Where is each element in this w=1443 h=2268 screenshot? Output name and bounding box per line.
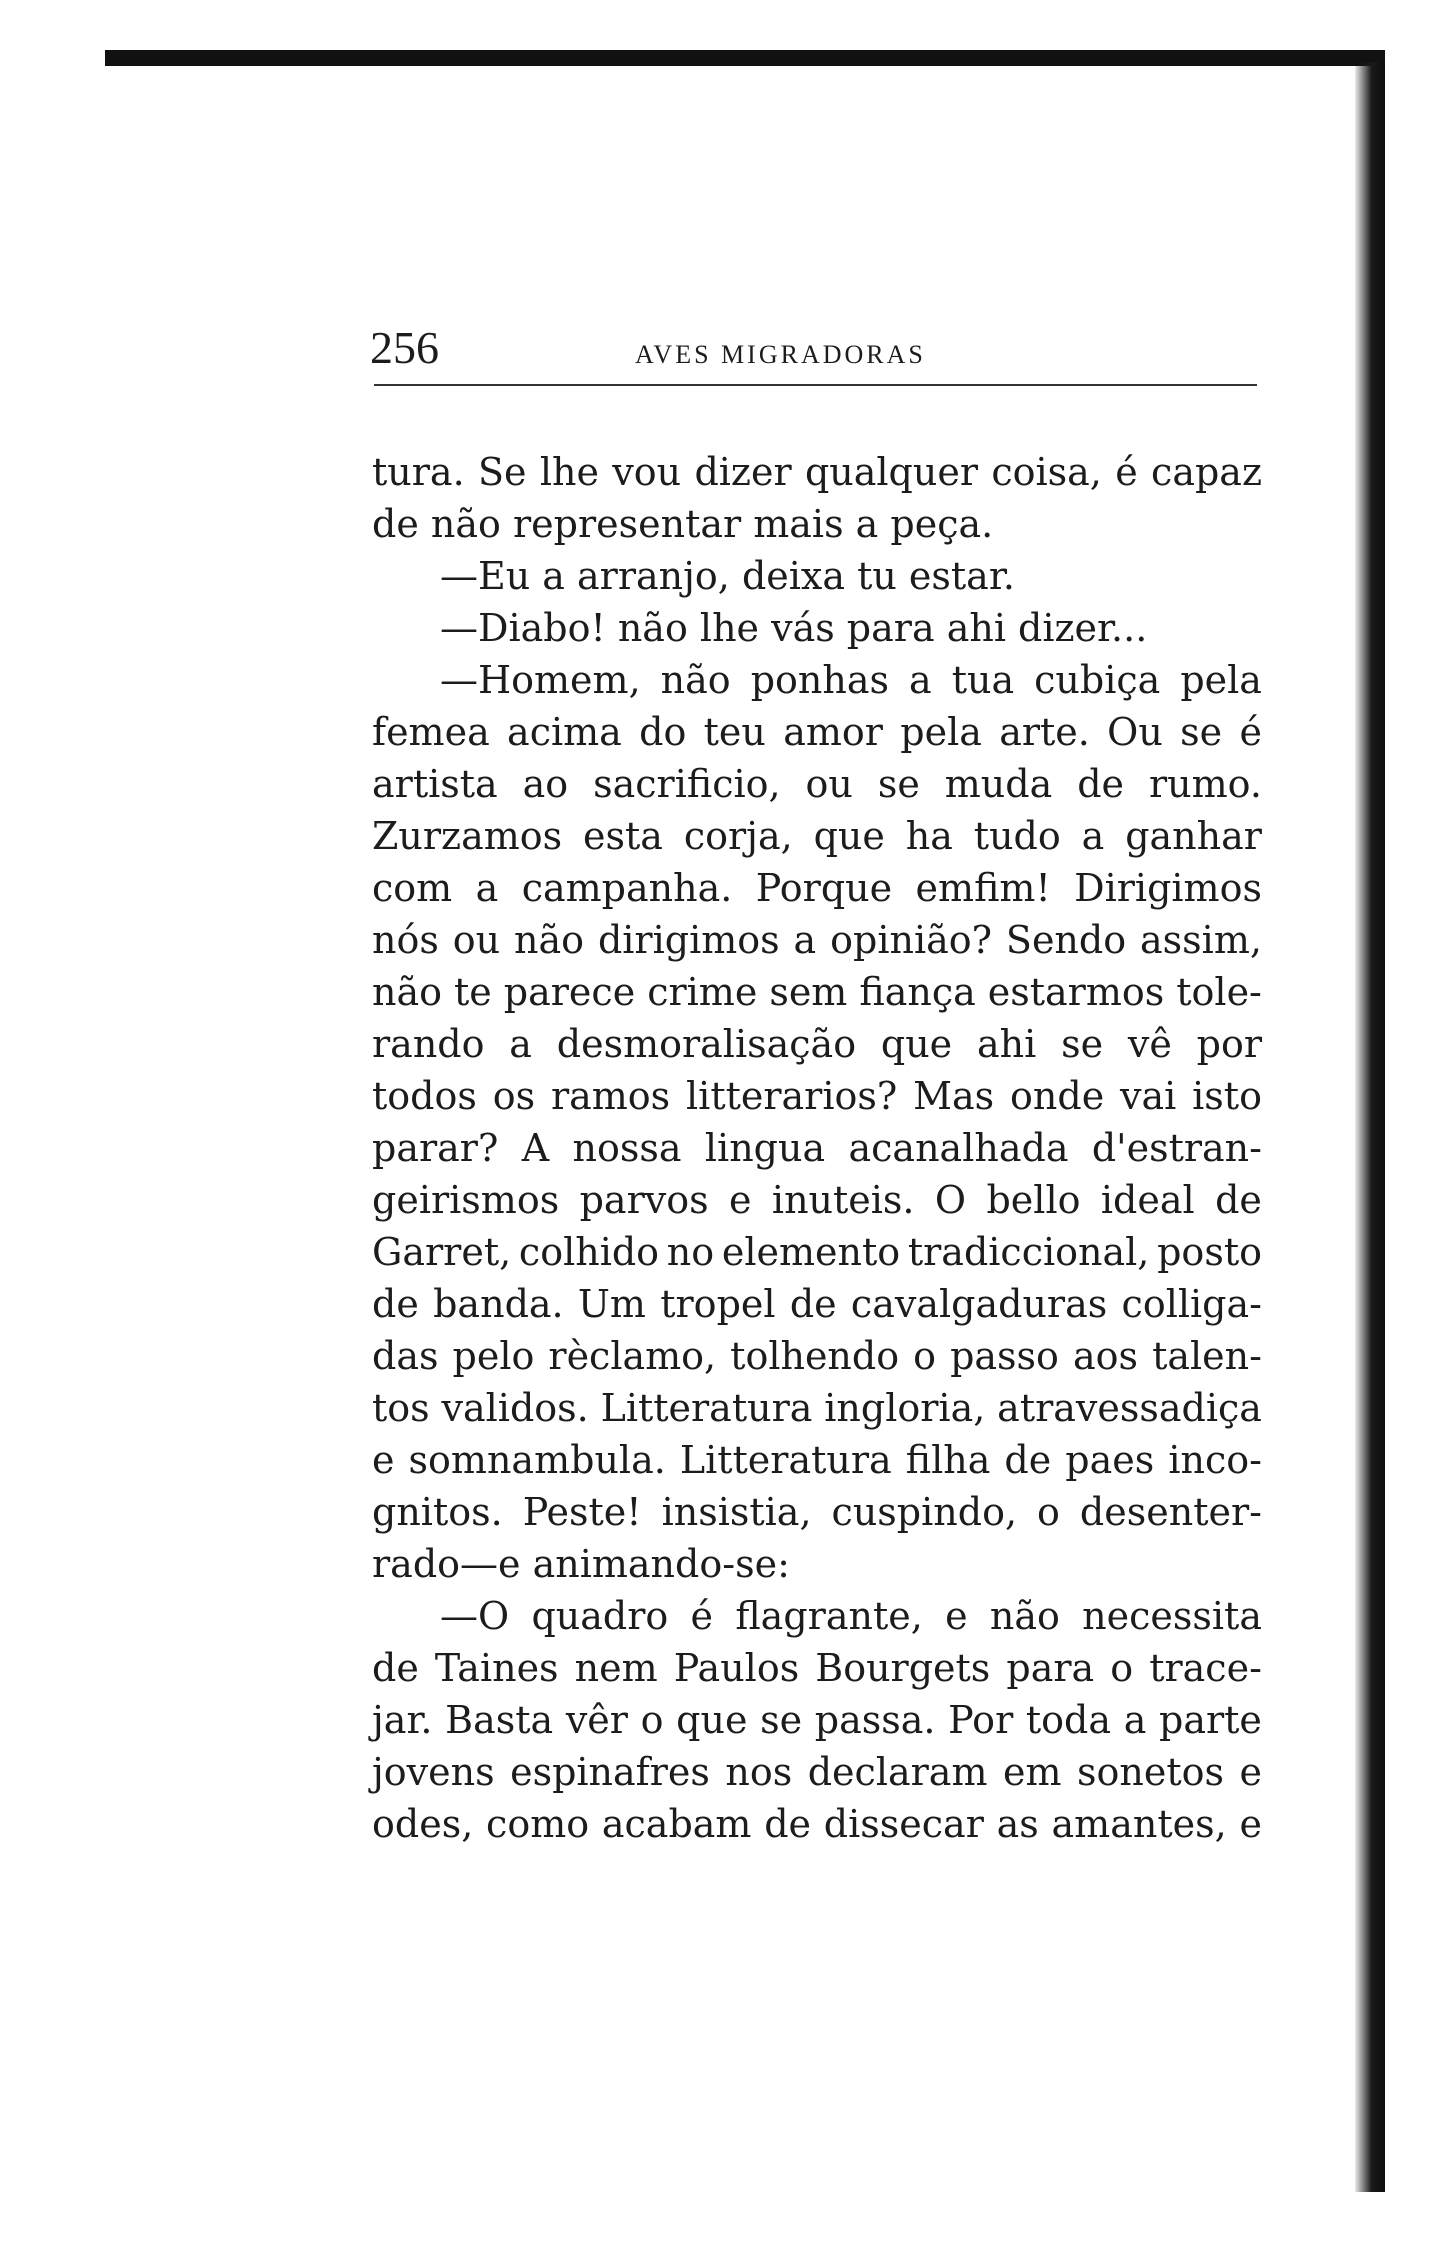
word: pela — [1180, 658, 1262, 702]
word: colliga- — [1121, 1282, 1262, 1326]
word: estarmos — [987, 970, 1165, 1014]
word: opinião? — [830, 918, 992, 962]
word: Mas — [913, 1074, 995, 1118]
word: de — [372, 1282, 419, 1326]
word: Zurzamos — [372, 814, 563, 858]
word: Bourgets — [815, 1646, 991, 1690]
word: muda — [944, 762, 1053, 806]
word: a — [475, 866, 499, 910]
word: de — [1077, 762, 1125, 806]
text-line — [372, 1174, 1262, 1226]
word: Paulos — [673, 1646, 800, 1690]
word: banda. — [433, 1282, 564, 1326]
word: sacrificio, — [593, 762, 781, 806]
text-line — [372, 1226, 1262, 1278]
word: e — [729, 1178, 752, 1222]
word: é — [1239, 710, 1262, 754]
word: paes — [1065, 1438, 1155, 1482]
text-line — [372, 706, 1262, 758]
text-line: rado—e animando-se: — [372, 1542, 790, 1586]
word: Litteratura — [679, 1438, 892, 1482]
word: inuteis. — [771, 1178, 915, 1222]
word: o — [1037, 1490, 1060, 1534]
word: emfim! — [915, 866, 1051, 910]
word: rando — [372, 1022, 485, 1066]
word: ao — [522, 762, 569, 806]
text-line — [372, 1590, 1262, 1642]
word: vai — [1120, 1074, 1177, 1118]
word: Por — [948, 1698, 1014, 1742]
word: rèclamo, — [548, 1334, 717, 1378]
word: nem — [574, 1646, 658, 1690]
word: teu — [703, 710, 766, 754]
word: crime — [647, 970, 758, 1014]
word: dissecar — [823, 1802, 984, 1846]
word: toda — [1025, 1698, 1112, 1742]
text-line — [372, 1018, 1262, 1070]
word: o — [640, 1698, 664, 1742]
word: esta — [583, 814, 663, 858]
word: desmoralisação — [556, 1022, 857, 1066]
word: validos. — [441, 1386, 589, 1430]
word: ganhar — [1125, 814, 1262, 858]
text-line — [372, 1070, 1262, 1122]
word: e — [1239, 1802, 1262, 1846]
word: tropel — [660, 1282, 776, 1326]
word: ramos — [550, 1074, 671, 1118]
word: d'estran- — [1091, 1126, 1262, 1170]
word: gnitos. — [372, 1490, 503, 1534]
text-line — [372, 1122, 1262, 1174]
word: somnambula. — [408, 1438, 666, 1482]
word: geirismos — [372, 1178, 560, 1222]
word: lhe — [539, 450, 599, 494]
word: nos — [725, 1750, 793, 1794]
word: tolhendo — [730, 1334, 900, 1378]
word: a — [509, 1022, 532, 1066]
word: de — [789, 1282, 837, 1326]
word: parvos — [579, 1178, 709, 1222]
word: amor — [783, 710, 883, 754]
word: litterarios? — [686, 1074, 898, 1118]
running-title: AVES MIGRADORAS — [635, 340, 926, 369]
word: talen- — [1152, 1334, 1262, 1378]
text-line — [372, 1694, 1262, 1746]
word: necessita — [1082, 1594, 1262, 1638]
word: A — [521, 1126, 550, 1170]
word: nossa — [572, 1126, 682, 1170]
word: Um — [577, 1282, 646, 1326]
word: no — [666, 1230, 715, 1274]
header-rule — [374, 384, 1257, 386]
text-line: —Eu a arranjo, deixa tu estar. — [440, 554, 1015, 598]
word: acabam — [601, 1802, 752, 1846]
word: que — [676, 1698, 748, 1742]
word: Ou — [1107, 710, 1163, 754]
page-number: 256 — [370, 322, 439, 373]
text-line: —Diabo! não lhe vás para ahi dizer... — [440, 606, 1148, 650]
word: sonetos — [1077, 1750, 1224, 1794]
word: não — [514, 918, 585, 962]
word: lingua — [704, 1126, 826, 1170]
word: jovens — [372, 1750, 495, 1794]
word: Dirigimos — [1074, 866, 1262, 910]
word: o — [1110, 1646, 1134, 1690]
word: Sendo — [1005, 918, 1127, 962]
text-line — [372, 1330, 1262, 1382]
page-header — [370, 322, 1260, 383]
word: capaz — [1151, 450, 1262, 494]
word: Se — [477, 450, 527, 494]
word: ahi — [976, 1022, 1037, 1066]
word: se — [877, 762, 920, 806]
word: de — [1215, 1178, 1262, 1222]
word: artista — [372, 762, 498, 806]
word: bello — [986, 1178, 1081, 1222]
word: se — [1061, 1022, 1104, 1066]
word: parte — [1159, 1698, 1262, 1742]
word: O — [934, 1178, 967, 1222]
word: rumo. — [1148, 762, 1262, 806]
page-top-border — [105, 50, 1385, 66]
text-line — [372, 1382, 1262, 1434]
word: amantes, — [1051, 1802, 1227, 1846]
text-line — [372, 758, 1262, 810]
word: ha — [905, 814, 953, 858]
word: assim, — [1140, 918, 1262, 962]
word: Garret, — [372, 1230, 512, 1274]
text-line — [372, 1434, 1262, 1486]
text-line — [372, 1278, 1262, 1330]
word: de — [764, 1802, 812, 1846]
word: —Homem, — [440, 658, 641, 702]
word: por — [1196, 1022, 1262, 1066]
word: para — [1006, 1646, 1095, 1690]
word: campanha. — [521, 866, 733, 910]
word: isto — [1192, 1074, 1262, 1118]
word: onde — [1010, 1074, 1105, 1118]
word: femea — [372, 710, 490, 754]
word: e — [1239, 1750, 1262, 1794]
word: tos — [372, 1386, 430, 1430]
text-line — [372, 1486, 1262, 1538]
body-text — [372, 446, 1262, 1850]
word: com — [372, 866, 453, 910]
word: do — [639, 710, 687, 754]
word: acima — [507, 710, 622, 754]
word: aos — [1072, 1334, 1139, 1378]
word: atravessadiça — [997, 1386, 1262, 1430]
word: desenter- — [1079, 1490, 1262, 1534]
word: não — [989, 1594, 1060, 1638]
word: os — [492, 1074, 536, 1118]
word: passa. — [814, 1698, 936, 1742]
word: ingloria, — [824, 1386, 986, 1430]
word: declaram — [807, 1750, 988, 1794]
word: tradiccional, — [907, 1230, 1150, 1274]
page-binding-edge — [1355, 62, 1385, 2192]
word: todos — [372, 1074, 477, 1118]
word: corja, — [683, 814, 793, 858]
word: inco- — [1168, 1438, 1262, 1482]
word: tura. — [372, 450, 465, 494]
word: como — [486, 1802, 590, 1846]
word: jar. — [372, 1698, 433, 1742]
text-line — [372, 914, 1262, 966]
word: nós — [372, 918, 439, 962]
word: e — [945, 1594, 968, 1638]
text-line: de não representar mais a peça. — [372, 502, 994, 546]
word: de — [1004, 1438, 1052, 1482]
text-line — [372, 1642, 1262, 1694]
word: pelo — [452, 1334, 535, 1378]
word: de — [372, 1646, 419, 1690]
word: não — [372, 970, 443, 1014]
word: sem — [769, 970, 848, 1014]
word: posto — [1157, 1230, 1262, 1274]
word: não — [660, 658, 731, 702]
word: Litteratura — [600, 1386, 813, 1430]
word: coisa, — [991, 450, 1102, 494]
word: parece — [503, 970, 636, 1014]
word: parar? — [372, 1126, 499, 1170]
word: das — [372, 1334, 439, 1378]
word: pela — [900, 710, 982, 754]
word: dizer — [694, 450, 792, 494]
word: se — [760, 1698, 803, 1742]
word: é — [690, 1594, 714, 1638]
text-line — [372, 446, 1262, 498]
word: que — [813, 814, 885, 858]
text-line — [372, 1798, 1262, 1850]
word: odes, — [372, 1802, 474, 1846]
word: filha — [905, 1438, 991, 1482]
word: a — [909, 658, 932, 702]
word: ou — [805, 762, 853, 806]
word: e — [372, 1438, 395, 1482]
word: tua — [951, 658, 1015, 702]
word: insistia, — [661, 1490, 812, 1534]
word: em — [1002, 1750, 1062, 1794]
word: arte. — [999, 710, 1090, 754]
text-line — [372, 1746, 1262, 1798]
word: flagrante, — [735, 1594, 923, 1638]
text-line — [372, 810, 1262, 862]
word: passo — [950, 1334, 1059, 1378]
word: qualquer — [804, 450, 978, 494]
word: se — [1180, 710, 1223, 754]
word: tole- — [1176, 970, 1262, 1014]
word: o — [913, 1334, 937, 1378]
word: ideal — [1100, 1178, 1195, 1222]
word: ou — [452, 918, 501, 962]
word: quadro — [531, 1594, 669, 1638]
word: Peste! — [522, 1490, 642, 1534]
word: cavalgaduras — [850, 1282, 1108, 1326]
word: elemento — [721, 1230, 901, 1274]
word: que — [880, 1022, 953, 1066]
text-line — [372, 654, 1262, 706]
word: tudo — [973, 814, 1061, 858]
word: cubiça — [1034, 658, 1161, 702]
word: trace- — [1149, 1646, 1262, 1690]
word: Basta — [445, 1698, 554, 1742]
word: Taines — [434, 1646, 559, 1690]
text-line — [372, 862, 1262, 914]
word: dirigimos — [597, 918, 780, 962]
text-line — [372, 966, 1262, 1018]
word: fiança — [859, 970, 976, 1014]
word: as — [996, 1802, 1039, 1846]
word: vou — [612, 450, 682, 494]
word: cuspindo, — [831, 1490, 1018, 1534]
word: acanalhada — [848, 1126, 1069, 1170]
word: vêr — [565, 1698, 628, 1742]
word: é — [1115, 450, 1138, 494]
word: vê — [1127, 1022, 1172, 1066]
word: espinafres — [510, 1750, 710, 1794]
word: te — [454, 970, 492, 1014]
word: —O — [440, 1594, 510, 1638]
word: Porque — [755, 866, 893, 910]
word: a — [1123, 1698, 1147, 1742]
word: a — [1081, 814, 1105, 858]
word: a — [793, 918, 817, 962]
word: ponhas — [750, 658, 890, 702]
word: colhido — [518, 1230, 660, 1274]
